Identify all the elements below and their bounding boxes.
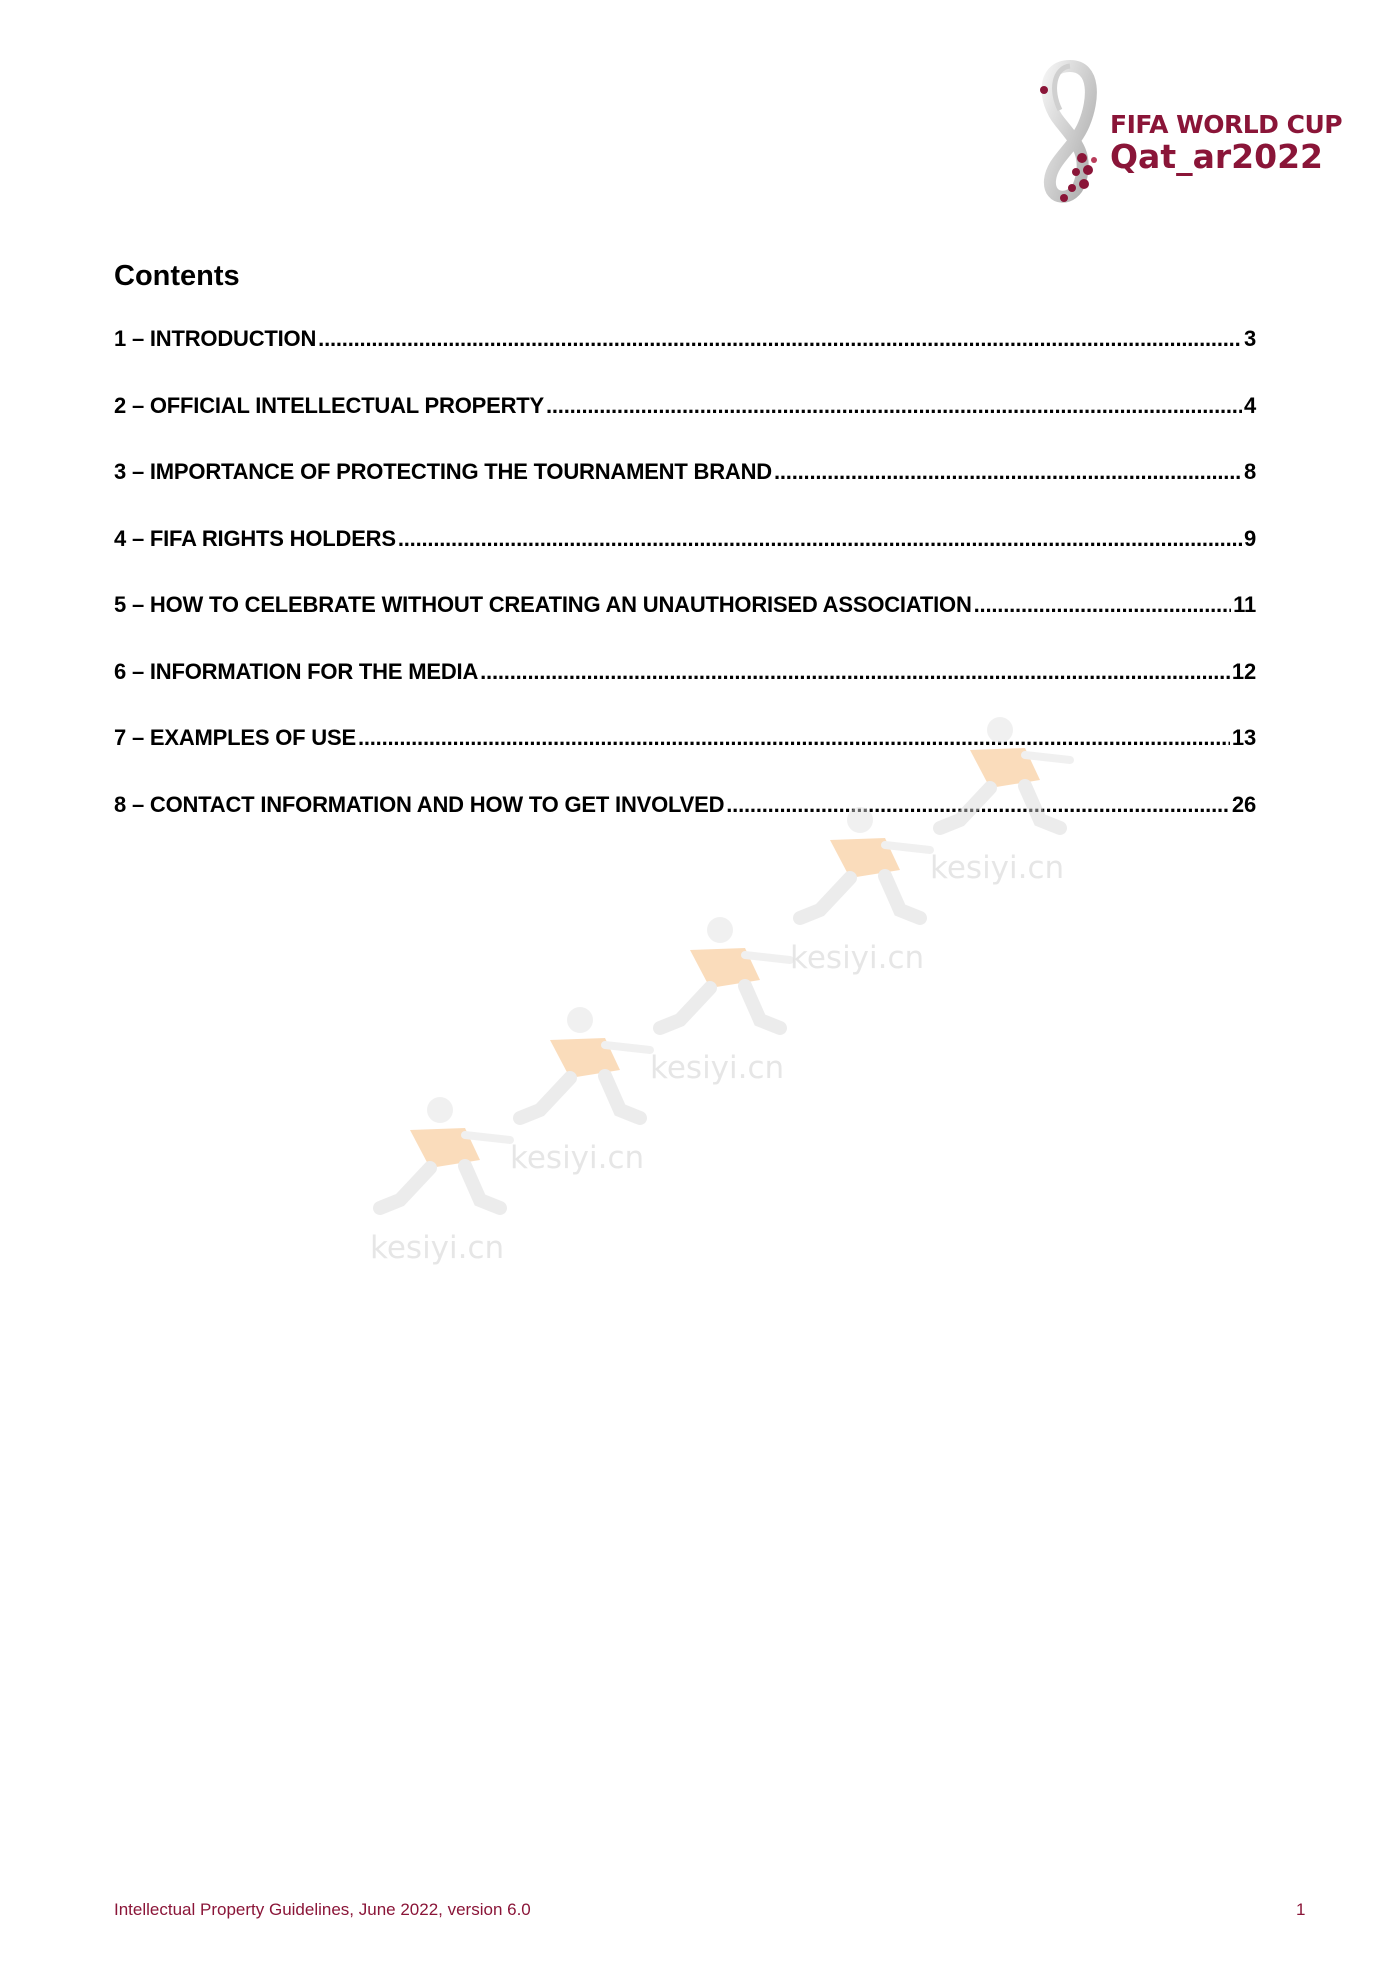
watermark-text: kesiyi.cn (930, 850, 1065, 886)
toc-entry-page[interactable]: 13 (1231, 725, 1256, 750)
toc-entry[interactable] (114, 459, 1256, 526)
toc-dot-leader (318, 326, 1242, 352)
toc-entry[interactable] (114, 326, 1256, 393)
watermark-text: kesiyi.cn (650, 1050, 785, 1086)
logo-wordmark (1110, 110, 1343, 176)
toc-entry-page[interactable]: 3 (1243, 326, 1256, 351)
toc-entry-page[interactable]: 12 (1231, 658, 1256, 684)
fifa-world-cup-logo (1030, 60, 1360, 210)
watermark (650, 910, 810, 1086)
toc-entry-label[interactable]: 3 – IMPORTANCE OF PROTECTING THE TOURNAMENT BRAND (114, 459, 772, 484)
toc-dot-leader (398, 526, 1242, 552)
toc-entry-page[interactable]: 26 (1231, 791, 1256, 817)
toc-dot-leader (358, 725, 1230, 751)
toc-dot-leader (974, 592, 1232, 618)
trophy-emblem-icon (1030, 60, 1110, 210)
page-title: Contents (114, 260, 240, 292)
watermark (370, 1090, 530, 1266)
toc-entry[interactable] (114, 393, 1256, 460)
toc-entry[interactable] (114, 592, 1256, 659)
toc-entry-page[interactable]: 4 (1243, 392, 1256, 418)
toc-entry[interactable] (114, 792, 1256, 859)
toc-entry-label[interactable]: 2 – OFFICIAL INTELLECTUAL PROPERTY (114, 392, 544, 418)
toc-entry-label[interactable]: 1 – INTRODUCTION (114, 326, 317, 351)
running-figure-icon (510, 1000, 670, 1140)
toc-entry-page[interactable]: 8 (1243, 459, 1256, 484)
toc-entry-page[interactable]: 11 (1233, 592, 1256, 617)
footer-text: Intellectual Property Guidelines, June 2022, version 6.0 (114, 1900, 531, 1919)
toc-entry[interactable] (114, 725, 1256, 792)
toc-dot-leader (774, 459, 1242, 485)
watermark-text: kesiyi.cn (370, 1230, 505, 1266)
toc-entry-label[interactable]: 4 – FIFA RIGHTS HOLDERS (114, 525, 396, 551)
toc-entry-label[interactable]: 6 – INFORMATION FOR THE MEDIA (114, 658, 479, 684)
toc-dot-leader (480, 659, 1230, 685)
toc-entry-label[interactable]: 8 – CONTACT INFORMATION AND HOW TO GET INVOLVED (114, 791, 725, 817)
toc-dot-leader (726, 792, 1230, 818)
table-of-contents (114, 326, 1256, 858)
toc-entry[interactable] (114, 659, 1256, 726)
watermark (510, 1000, 670, 1176)
toc-entry-label[interactable]: 7 – EXAMPLES OF USE (114, 725, 356, 750)
watermark-text: kesiyi.cn (790, 940, 925, 976)
toc-dot-leader (546, 393, 1242, 419)
toc-entry[interactable] (114, 526, 1256, 593)
footer-page-number: 1 (1296, 1900, 1306, 1919)
toc-entry-label[interactable]: 5 – HOW TO CELEBRATE WITHOUT CREATING AN UNAUTHORISED ASSOCIATION (114, 592, 972, 617)
running-figure-icon (370, 1090, 530, 1230)
logo-line-1: FIFA WORLD CUP (1110, 110, 1343, 139)
watermark-text: kesiyi.cn (510, 1140, 645, 1176)
logo-line-2: Qat_ar2022 (1110, 137, 1323, 176)
toc-entry-page[interactable]: 9 (1243, 525, 1256, 551)
running-figure-icon (650, 910, 810, 1050)
